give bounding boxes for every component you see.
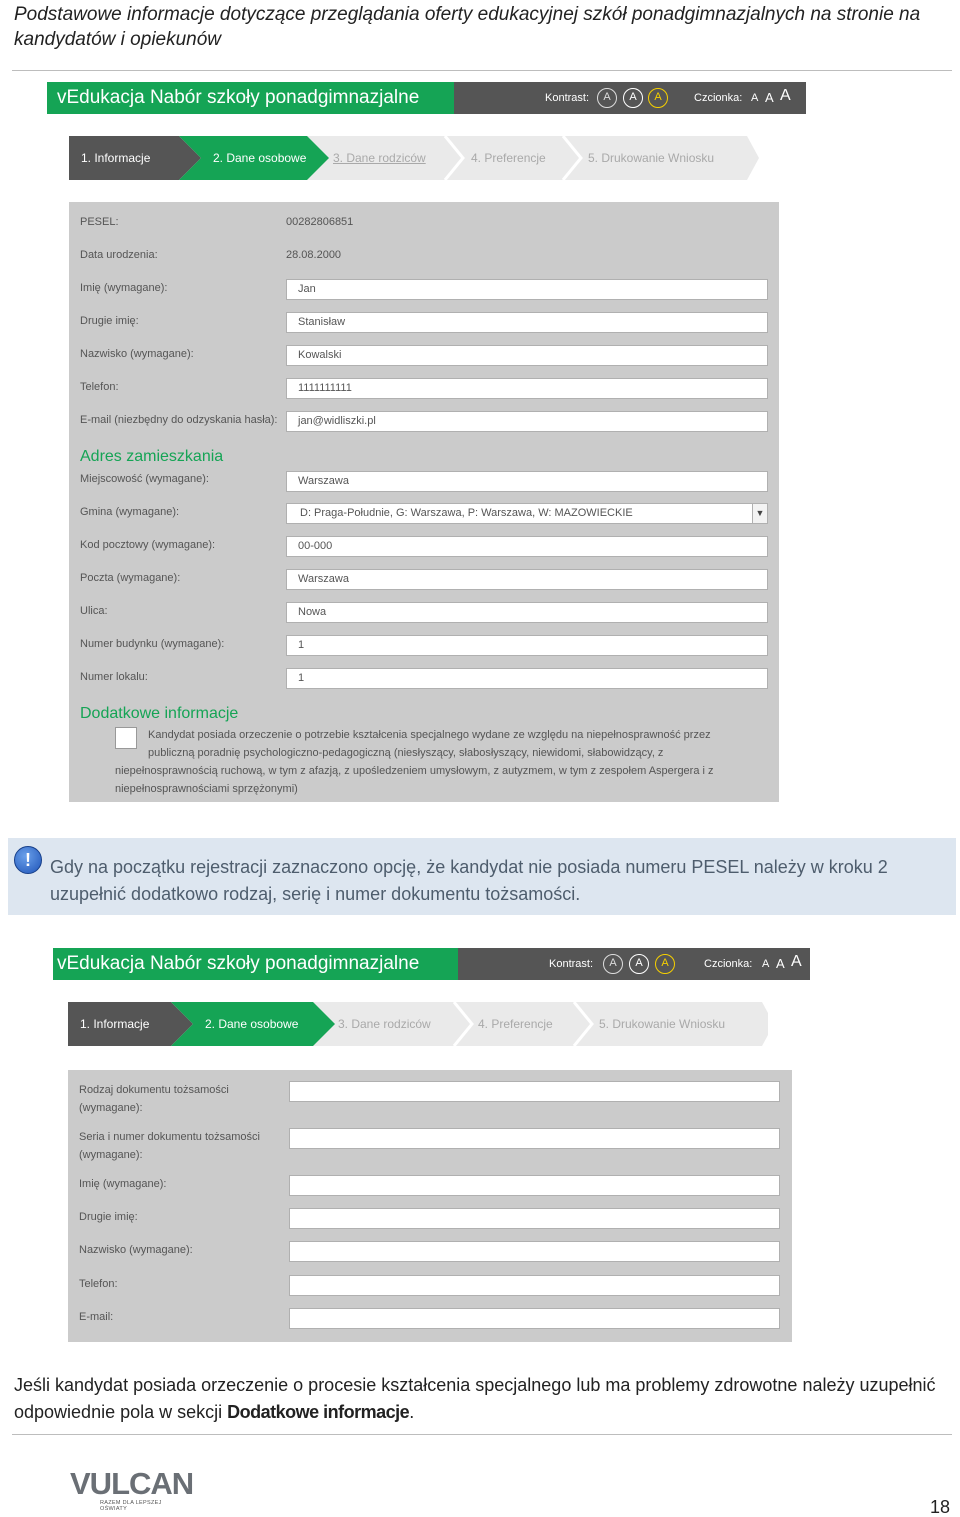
step-preferencje[interactable]: 4. Preferencje — [478, 1017, 553, 1031]
instruction-paragraph — [14, 1372, 954, 1426]
drugie-imie-input[interactable] — [289, 1208, 780, 1229]
contrast-label: Kontrast: — [549, 958, 594, 970]
email-label: E-mail (niezbędny do odzyskania hasła): — [80, 414, 278, 426]
font-size-small[interactable]: A — [762, 958, 770, 970]
font-size-large[interactable]: A — [780, 87, 791, 104]
instruction-end: . — [409, 1402, 415, 1422]
nazwisko-label: Nazwisko (wymagane): — [79, 1244, 193, 1256]
imie-label: Imię (wymagane): — [79, 1178, 167, 1190]
nazwisko-input[interactable] — [289, 1241, 780, 1262]
nazwisko-input[interactable]: Kowalski — [286, 345, 768, 366]
contrast-option-high[interactable]: A — [623, 88, 643, 108]
info-note-text: Gdy na początku rejestracji zaznaczono opcję, że kandydat nie posiada numeru PESEL należy w kroku 2 uzupełnić dodatkowo rodzaj, serię i numer dokumentu tożsamości. — [50, 857, 888, 904]
rodzaj-label: Rodzaj dokumentu tożsamości — [79, 1084, 229, 1096]
chevron-down-icon[interactable]: ▼ — [752, 504, 767, 523]
step-end — [762, 1002, 784, 1046]
special-needs-text-line2: publiczną poradnię psychologiczno-pedagogiczną (niesłyszący, słabosłyszący, niewidomi, słabowidzący, z — [148, 747, 664, 759]
extra-info-heading: Dodatkowe informacje — [80, 705, 239, 722]
budynek-label: Numer budynku (wymagane): — [80, 638, 225, 650]
footer-divider — [12, 1434, 952, 1435]
drugie-imie-label: Drugie imię: — [80, 315, 139, 327]
contrast-option-yellow[interactable]: A — [655, 954, 675, 974]
step-dane-rodzicow[interactable]: 3. Dane rodziców — [333, 151, 426, 165]
seria-label-required: (wymagane): — [79, 1149, 143, 1161]
instruction-section-name: Dodatkowe informacje — [227, 1402, 410, 1422]
step-separator — [171, 1002, 193, 1046]
special-needs-checkbox[interactable] — [115, 727, 137, 749]
kod-label: Kod pocztowy (wymagane): — [80, 539, 216, 551]
page-number: 18 — [929, 1497, 950, 1517]
contrast-label: Kontrast: — [545, 92, 590, 104]
email-input[interactable] — [289, 1308, 780, 1329]
instruction-text: Jeśli kandydat posiada orzeczenie o procesie kształcenia specjalnego lub ma problemy zdrowotne należy uzupełnić odpowiednie pola w sekcji — [14, 1375, 936, 1422]
dob-value: 28.08.2000 — [286, 249, 342, 261]
miejscowosc-label: Miejscowość (wymagane): — [80, 473, 209, 485]
step-preferencje[interactable]: 4. Preferencje — [471, 151, 546, 165]
step-dane-osobowe[interactable]: 2. Dane osobowe — [201, 136, 307, 180]
step-drukowanie[interactable]: 5. Drukowanie Wniosku — [599, 1017, 726, 1031]
screenshot-personal-data — [47, 82, 806, 802]
form-panel — [68, 1070, 792, 1342]
special-needs-text-line3: niepełnosprawnością ruchową, w tym z afazją, z upośledzeniem umysłowym, z autyzmem, w tym z zespołem Aspergera i z — [115, 765, 714, 777]
seria-label: Seria i numer dokumentu tożsamości — [79, 1131, 260, 1143]
form-panel — [69, 202, 779, 802]
font-size-medium[interactable]: A — [776, 956, 785, 971]
email-input[interactable]: jan@widliszki.pl — [286, 411, 768, 432]
step-dane-rodzicow[interactable]: 3. Dane rodziców — [338, 1017, 431, 1031]
address-heading: Adres zamieszkania — [80, 448, 224, 465]
email-label: E-mail: — [79, 1311, 114, 1323]
header-divider — [12, 70, 952, 71]
step-end — [747, 136, 769, 180]
ulica-input[interactable]: Nowa — [286, 602, 768, 623]
drugie-imie-label: Drugie imię: — [79, 1211, 138, 1223]
special-needs-text-line4: niepełnosprawnościami sprzężonymi) — [115, 783, 298, 795]
gmina-select[interactable] — [286, 503, 768, 524]
wizard-steps — [69, 136, 769, 180]
telefon-label: Telefon: — [79, 1278, 118, 1290]
budynek-input[interactable]: 1 — [286, 635, 768, 656]
rodzaj-label-required: (wymagane): — [79, 1102, 143, 1114]
step-dane-osobowe[interactable]: 2. Dane osobowe — [193, 1002, 313, 1046]
logo-wordmark: VULCAN — [70, 1466, 194, 1501]
app-title: vEdukacja Nabór szkoły ponadgimnazjalne — [47, 82, 454, 114]
dob-label: Data urodzenia: — [80, 249, 158, 261]
font-label: Czcionka: — [694, 92, 743, 104]
telefon-input[interactable]: 1111111111 — [286, 378, 768, 399]
info-note — [8, 838, 956, 915]
miejscowosc-input[interactable]: Warszawa — [286, 471, 768, 492]
drugie-imie-input[interactable]: Stanisław — [286, 312, 768, 333]
ulica-label: Ulica: — [80, 605, 108, 617]
telefon-input[interactable] — [289, 1275, 780, 1296]
poczta-label: Poczta (wymagane): — [80, 572, 181, 584]
app-top-bar — [53, 948, 810, 980]
pesel-value: 00282806851 — [286, 216, 354, 228]
seria-input[interactable] — [289, 1128, 780, 1149]
imie-input[interactable]: Jan — [286, 279, 768, 300]
exclamation-icon: ! — [14, 846, 42, 874]
lokal-input[interactable]: 1 — [286, 668, 768, 689]
contrast-option-default[interactable]: A — [603, 954, 623, 974]
contrast-option-default[interactable]: A — [597, 88, 617, 108]
gmina-selected-value: D: Praga-Południe, G: Warszawa, P: Warszawa, W: MAZOWIECKIE — [300, 507, 633, 519]
page-header: Podstawowe informacje dotyczące przeglądania oferty edukacyjnej szkół ponadgimnazjalnych na stronie na kandydatów i opiekunów — [14, 4, 921, 50]
rodzaj-input[interactable] — [289, 1081, 780, 1102]
font-size-large[interactable]: A — [791, 953, 802, 970]
poczta-input[interactable]: Warszawa — [286, 569, 768, 590]
lokal-label: Numer lokalu: — [80, 671, 148, 683]
vulcan-logo — [70, 1466, 194, 1512]
font-label: Czcionka: — [704, 958, 753, 970]
app-title: vEdukacja Nabór szkoły ponadgimnazjalne — [53, 948, 458, 980]
imie-input[interactable] — [289, 1175, 780, 1196]
step-informacje[interactable]: 1. Informacje — [68, 1002, 171, 1046]
telefon-label: Telefon: — [80, 381, 119, 393]
imie-label: Imię (wymagane): — [80, 282, 168, 294]
gmina-label: Gmina (wymagane): — [80, 506, 180, 518]
contrast-option-high[interactable]: A — [629, 954, 649, 974]
pesel-label: PESEL: — [80, 216, 119, 228]
app-top-bar — [47, 82, 806, 114]
step-drukowanie[interactable]: 5. Drukowanie Wniosku — [588, 151, 715, 165]
kod-input[interactable]: 00-000 — [286, 536, 768, 557]
font-size-small[interactable]: A — [751, 92, 759, 104]
special-needs-text-line1: Kandydat posiada orzeczenie o potrzebie kształcenia specjalnego wydane ze względu na niepełnosprawność przez — [148, 729, 711, 741]
contrast-option-yellow[interactable]: A — [648, 88, 668, 108]
wizard-steps — [68, 1002, 768, 1046]
step-separator — [179, 136, 201, 180]
screenshot-no-pesel — [53, 948, 810, 1342]
step-informacje[interactable]: 1. Informacje — [69, 136, 179, 180]
nazwisko-label: Nazwisko (wymagane): — [80, 348, 194, 360]
logo-tagline: RAZEM DLA LEPSZEJ OŚWIATY — [100, 1500, 162, 1512]
font-size-medium[interactable]: A — [765, 90, 774, 105]
